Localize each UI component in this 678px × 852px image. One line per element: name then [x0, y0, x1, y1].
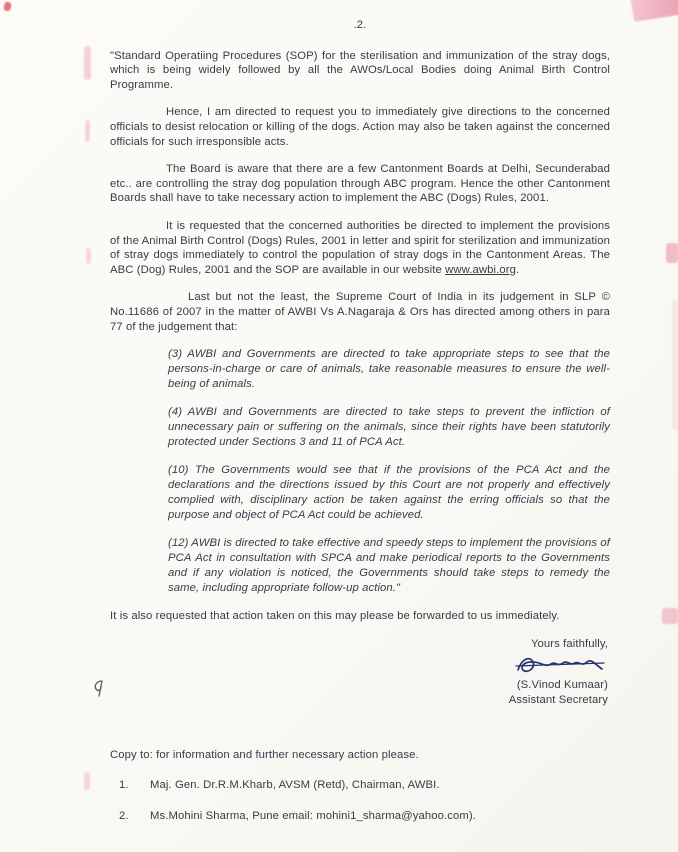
scan-artifact — [3, 1, 12, 11]
copy-item — [110, 778, 610, 793]
judgement-quote-4: (4) AWBI and Governments are directed to take steps to prevent the infliction of unnecessary pain or suffering on the animals, since their rights have been statutorily protected under Sections 3 and 11 of PCA Act. — [168, 406, 610, 449]
copy-item-text: Ms.Mohini Sharma, Pune email: mohini1_sharma@yahoo.com). — [150, 809, 476, 822]
copy-to-heading: Copy to: for information and further necessary action please. — [110, 748, 419, 761]
scan-artifact — [85, 120, 90, 142]
signature-block — [110, 637, 610, 708]
letter-body — [110, 14, 610, 823]
scan-artifact — [84, 46, 91, 80]
copy-item-number: 1. — [119, 779, 129, 792]
copy-item — [110, 809, 610, 824]
awbi-website-link: www.awbi.org — [445, 263, 517, 276]
judgement-quote-3: (3) AWBI and Governments are directed to take appropriate steps to see that the persons-in-charge or care of animals, take reasonable measures to ensure the well-being of animals. — [168, 348, 610, 391]
scan-artifact — [86, 248, 91, 264]
copy-item-text: Maj. Gen. Dr.R.M.Kharb, AVSM (Retd), Chairman, AWBI. — [150, 779, 440, 792]
paragraph-sop: "Standard Operatiing Procedures (SOP) for the sterilisation and immunization of the stray dogs, which is being widely followed by all the AWOs/Local Bodies doing Animal Birth Control Programme. — [110, 49, 610, 91]
signature-scribble — [514, 654, 606, 678]
scan-artifact — [666, 243, 678, 263]
page-number: .2. — [353, 19, 367, 31]
copy-item-number: 2. — [119, 809, 129, 822]
paragraph-cantonment-boards: The Board is aware that there are a few Cantonment Boards at Delhi, Secunderabad etc.. are controlling the stray dog population through ABC program. Hence the other Cantonment Boards shall have to take necessary action to implement the ABC (Dogs) Rules, 2001. — [110, 163, 610, 205]
scan-artifact — [84, 772, 90, 790]
valediction: Yours faithfully, — [530, 637, 608, 650]
paragraph-abc-rules — [110, 219, 610, 277]
paragraph-supreme-court: Last but not the least, the Supreme Court of India in its judgement in SLP © No.11686 of 2007 in the matter of AWBI Vs A.Nagaraja & Ors has directed among others in para 77 of the judgement that: — [110, 291, 610, 333]
scan-artifact — [672, 300, 678, 430]
paragraph-abc-rules-period: . — [516, 263, 520, 276]
judgement-quote-12: (12) AWBI is directed to take effective and speedy steps to implement the provisions of PCA Act in consultation with SPCA and make periodical reports to the Governments and if any violation is noticed, the Governments should take steps to remedy the same, including appropriate follow-up action." — [168, 537, 610, 595]
paragraph-directions-request: Hence, I am directed to request you to immediately give directions to the concerned officials to desist relocation or killing of the dogs. Action may also be taken against the concerned officials for such irresponsible acts. — [110, 106, 610, 148]
paragraph-abc-rules-text: It is requested that the concerned authorities be directed to implement the provisions of the Animal Birth Control (Dogs) Rules, 2001 in letter and spirit for sterilization and immunization of stray dogs immediately to control the population of stray dogs in the Cantonment Areas. The ABC (Dog) Rules, 2001 and the SOP are available in our website — [110, 219, 610, 276]
scan-artifact — [662, 608, 678, 624]
judgement-quote-10: (10) The Governments would see that if the provisions of the PCA Act and the declarations and the directions issued by this Court are not properly and effectively complied with, disciplinary action be taken against the erring officials so that the purpose and object of PCA Act could be achieved. — [168, 464, 610, 522]
signatory-title: Assistant Secretary — [508, 693, 608, 706]
paragraph-closing: It is also requested that action taken on this may please be forwarded to us immediately. — [110, 610, 560, 623]
signatory-name: (S.Vinod Kumaar) — [516, 678, 608, 691]
pen-mark-icon — [92, 680, 106, 698]
scan-artifact — [630, 0, 678, 22]
